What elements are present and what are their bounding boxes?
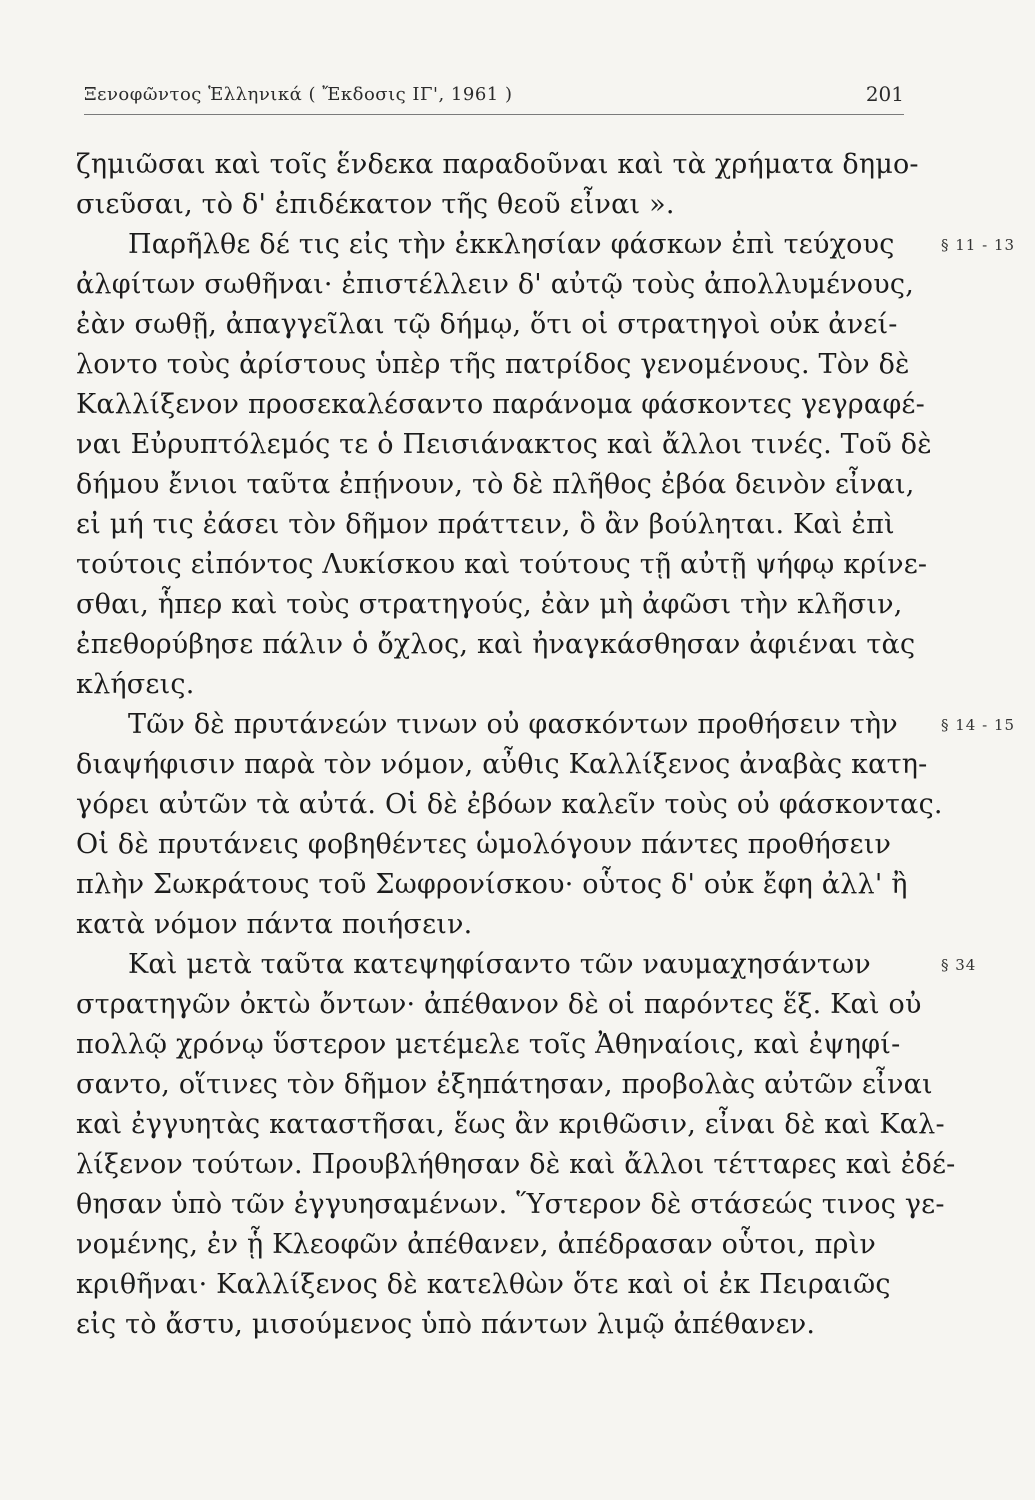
line-text: ἐὰν σωθῇ, ἀπαγγεῖλαι τῷ δήμῳ, ὅτι οἱ στρατηγοὶ οὐκ ἀνεί- xyxy=(76,309,898,340)
line-text: κατὰ νόμον πάντα ποιήσειν. xyxy=(76,909,473,940)
text-line xyxy=(76,545,936,585)
margin-section-ref: § 11 - 13 xyxy=(941,236,1016,254)
text-line xyxy=(76,1025,936,1065)
line-text: σιεῦσαι, τὸ δ' ἐπιδέκατον τῆς θεοῦ εἶναι ». xyxy=(76,189,675,220)
line-text: ζημιῶσαι καὶ τοῖς ἕνδεκα παραδοῦναι καὶ τὰ χρήματα δημο- xyxy=(76,149,919,180)
text-line xyxy=(76,665,936,705)
text-line xyxy=(76,985,936,1025)
line-text: διαψήφισιν παρὰ τὸν νόμον, αὖθις Καλλίξενος ἀναβὰς κατη- xyxy=(76,749,928,780)
line-text: Καλλίξενον προσεκαλέσαντο παράνομα φάσκοντες γεγραφέ- xyxy=(76,389,925,420)
line-text: Τῶν δὲ πρυτάνεών τινων οὐ φασκόντων προθήσειν τὴν xyxy=(128,709,898,740)
line-text: Οἱ δὲ πρυτάνεις φοβηθέντες ὡμολόγουν πάντες προθήσειν xyxy=(76,829,892,860)
text-line xyxy=(76,225,1016,265)
line-text: στρατηγῶν ὀκτὼ ὄντων· ἀπέθανον δὲ οἱ παρόντες ἕξ. Καὶ οὐ xyxy=(76,989,922,1020)
line-text: ναι Εὐρυπτόλεμός τε ὁ Πεισιάνακτος καὶ ἄλλοι τινές. Τοῦ δὲ xyxy=(76,429,932,460)
text-line xyxy=(76,1145,956,1185)
text-line xyxy=(76,825,936,865)
line-text: Καὶ μετὰ ταῦτα κατεψηφίσαντο τῶν ναυμαχησάντων xyxy=(128,949,871,980)
line-text: σθαι, ἧπερ καὶ τοὺς στρατηγούς, ἐὰν μὴ ἀφῶσι τὴν κλῆσιν, xyxy=(76,589,903,620)
line-text: ἐπεθορύβησε πάλιν ὁ ὄχλος, καὶ ἠναγκάσθησαν ἀφιέναι τὰς xyxy=(76,629,916,660)
text-line xyxy=(76,385,936,425)
text-line xyxy=(76,705,1016,745)
text-line xyxy=(76,1185,945,1225)
text-line xyxy=(76,745,936,785)
line-text: καὶ ἐγγυητὰς καταστῆσαι, ἕως ἂν κριθῶσιν, εἶναι δὲ καὶ Καλ- xyxy=(76,1109,945,1140)
text-line xyxy=(76,1225,936,1265)
text-line xyxy=(76,425,936,465)
text-line xyxy=(76,905,936,945)
margin-section-ref: § 14 - 15 xyxy=(941,716,1016,734)
text-line xyxy=(76,625,936,665)
text-line xyxy=(76,1305,936,1345)
text-line xyxy=(76,465,936,505)
line-text: τούτοις εἰπόντος Λυκίσκου καὶ τούτους τῇ αὐτῇ ψήφῳ κρίνε- xyxy=(76,549,928,580)
line-text: θησαν ὑπὸ τῶν ἐγγυησαμένων. Ὕστερον δὲ στάσεώς τινος γε- xyxy=(76,1189,945,1220)
line-text: λίξενον τούτων. Προυβλήθησαν δὲ καὶ ἄλλοι τέτταρες καὶ ἐδέ- xyxy=(76,1149,956,1180)
running-header xyxy=(84,80,904,115)
text-line xyxy=(76,585,936,625)
line-text: λοντο τοὺς ἀρίστους ὑπὲρ τῆς πατρίδος γενομένους. Τὸν δὲ xyxy=(76,349,910,380)
line-text: δήμου ἔνιοι ταῦτα ἐπῄνουν, τὸ δὲ πλῆθος ἐβόα δεινὸν εἶναι, xyxy=(76,469,915,500)
line-text: πολλῷ χρόνῳ ὕστερον μετέμελε τοῖς Ἀθηναίοις, καὶ ἐψηφί- xyxy=(76,1029,901,1060)
line-text: πλὴν Σωκράτους τοῦ Σωφρονίσκου· οὗτος δ' οὐκ ἔφη ἀλλ' ἢ xyxy=(76,869,908,900)
line-text: νομένης, ἐν ᾗ Κλεοφῶν ἀπέθανεν, ἀπέδρασαν οὗτοι, πρὶν xyxy=(76,1229,877,1260)
page-number: 201 xyxy=(865,82,904,106)
line-text: ἀλφίτων σωθῆναι· ἐπιστέλλειν δ' αὐτῷ τοὺς ἀπολλυμένους, xyxy=(76,269,914,300)
text-line xyxy=(76,1105,945,1145)
line-text: γόρει αὐτῶν τὰ αὐτά. Οἱ δὲ ἐβόων καλεῖν τοὺς οὐ φάσκοντας. xyxy=(76,789,943,820)
line-text: σαντο, οἵτινες τὸν δῆμον ἐξηπάτησαν, προβολὰς αὐτῶν εἶναι xyxy=(76,1069,933,1100)
margin-section-ref: § 34 xyxy=(941,956,977,974)
text-line xyxy=(76,185,936,225)
text-line xyxy=(76,505,936,545)
line-text: εἰς τὸ ἄστυ, μισούμενος ὑπὸ πάντων λιμῷ ἀπέθανεν. xyxy=(76,1309,816,1340)
line-text: Παρῆλθε δέ τις εἰς τὴν ἐκκλησίαν φάσκων ἐπὶ τεύχους xyxy=(128,229,895,260)
line-text: κριθῆναι· Καλλίξενος δὲ κατελθὼν ὅτε καὶ οἱ ἐκ Πειραιῶς xyxy=(76,1269,891,1300)
text-line xyxy=(76,145,936,185)
text-line xyxy=(76,265,936,305)
header-title: Ξενοφῶντος Ἑλληνικά ( Ἔκδοσις ΙΓ', 1961 ) xyxy=(84,84,513,105)
text-line xyxy=(76,865,936,905)
text-line xyxy=(76,1065,936,1105)
text-line xyxy=(76,305,936,345)
text-body xyxy=(76,145,1016,1345)
text-line xyxy=(76,345,936,385)
text-line xyxy=(76,945,977,985)
text-line xyxy=(76,1265,936,1305)
text-line xyxy=(76,785,943,825)
line-text: εἰ μή τις ἐάσει τὸν δῆμον πράττειν, ὃ ἂν βούληται. Καὶ ἐπὶ xyxy=(76,509,895,540)
line-text: κλήσεις. xyxy=(76,669,195,700)
